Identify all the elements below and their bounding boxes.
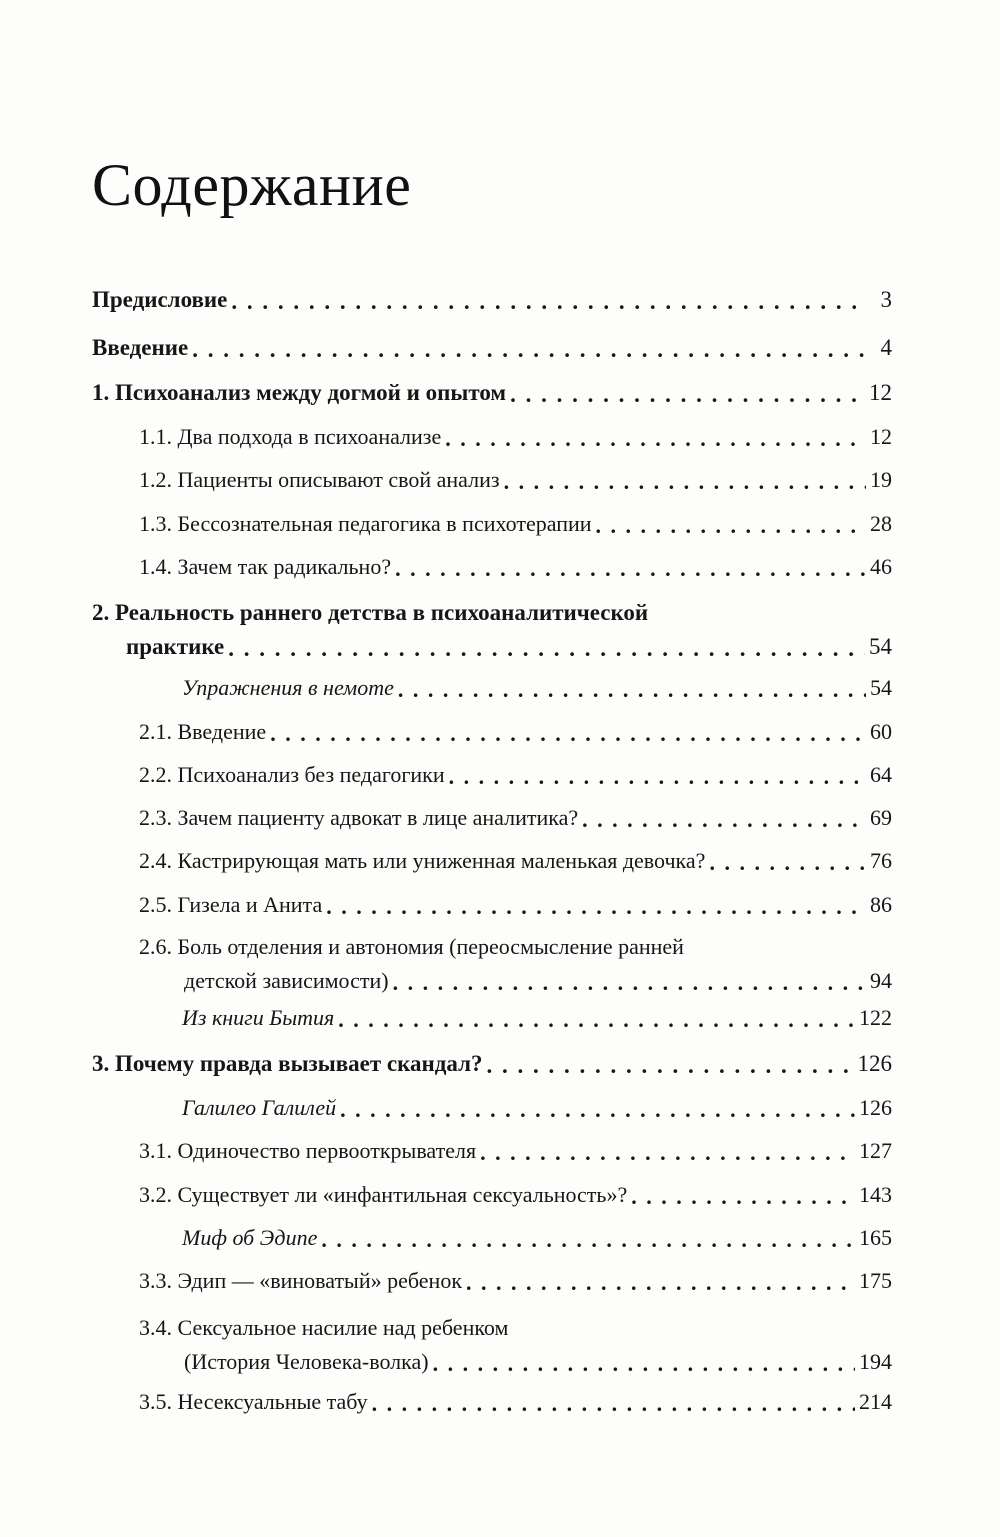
dot-leader: [466, 1272, 855, 1294]
dot-leader: [340, 1099, 855, 1121]
page-number: 4: [880, 335, 892, 360]
toc-entry[interactable]: [182, 1001, 892, 1035]
toc-entry-title: Введение: [92, 335, 189, 360]
toc-entry[interactable]: [139, 507, 892, 541]
page-number: 64: [870, 762, 892, 787]
page-number: 122: [859, 1005, 892, 1030]
toc-entry-title: Упражнения в немоте: [182, 675, 394, 700]
page-number: 214: [859, 1389, 892, 1414]
toc-entry-title: Миф об Эдипе: [182, 1225, 318, 1250]
toc-entry[interactable]: [92, 283, 892, 317]
dot-leader: [192, 338, 866, 361]
dot-leader: [393, 972, 866, 994]
toc-entry[interactable]: [139, 1311, 892, 1379]
dot-leader: [270, 723, 866, 745]
toc-entry-title: 1. Психоанализ между догмой и опытом: [92, 380, 507, 405]
page-number: 54: [870, 675, 892, 700]
toc-entry-title: 3.3. Эдип — «виноватый» ребенок: [139, 1268, 463, 1293]
page-number: 69: [870, 805, 892, 830]
toc-entry-title: 2.5. Гизела и Анита: [139, 892, 323, 917]
page-number: 46: [870, 554, 892, 579]
toc-entry-title: 3.4. Сексуальное насилие над ребенком: [139, 1315, 509, 1340]
toc-entry-title: 1.4. Зачем так радикально?: [139, 554, 392, 579]
toc-entry-title: 1.1. Два подхода в психоанализе: [139, 424, 442, 449]
toc-entry[interactable]: [139, 758, 892, 792]
dot-leader: [596, 515, 866, 537]
toc-entry-title: Из книги Бытия: [182, 1005, 335, 1030]
toc-entry[interactable]: [139, 1134, 892, 1168]
toc-entry[interactable]: [139, 888, 892, 922]
toc-entry[interactable]: [139, 550, 892, 584]
page-number: 54: [869, 634, 892, 659]
dot-leader: [338, 1009, 855, 1031]
page-number: 127: [859, 1138, 892, 1163]
toc-entry[interactable]: [139, 420, 892, 454]
page-number: 12: [869, 380, 892, 405]
dot-leader: [372, 1393, 855, 1415]
dot-leader: [709, 852, 866, 874]
page-number: 165: [859, 1225, 892, 1250]
toc-entry-title-continued: практике: [126, 634, 225, 659]
toc-entry-title: 1.2. Пациенты описывают свой анализ: [139, 467, 500, 492]
toc-entry[interactable]: [92, 376, 892, 410]
page-title: Содержание: [92, 152, 412, 218]
dot-leader: [631, 1186, 855, 1208]
dot-leader: [504, 471, 866, 493]
toc-entry[interactable]: [182, 1091, 892, 1125]
dot-leader: [582, 809, 866, 831]
toc-entry-title: 3. Почему правда вызывает скандал?: [92, 1051, 483, 1076]
toc-entry[interactable]: [92, 331, 892, 365]
dot-leader: [398, 679, 866, 701]
toc-entry-title: 1.3. Бессознательная педагогика в психотерапии: [139, 511, 592, 536]
dot-leader: [395, 558, 866, 580]
dot-leader: [231, 290, 866, 313]
page-number: 86: [870, 892, 892, 917]
page-number: 76: [870, 848, 892, 873]
toc-entry-title: 2.2. Психоанализ без педагогики: [139, 762, 445, 787]
page-number: 3: [880, 287, 892, 312]
toc-entry[interactable]: [139, 844, 892, 878]
toc-entry-title: 3.2. Существует ли «инфантильная сексуальность»?: [139, 1182, 628, 1207]
toc-entry-title: 2.1. Введение: [139, 719, 267, 744]
toc-entry-title-continued: (История Человека-волка): [184, 1349, 429, 1374]
dot-leader: [433, 1353, 855, 1375]
toc-entry[interactable]: [139, 1385, 892, 1419]
toc-entry[interactable]: [139, 801, 892, 835]
dot-leader: [445, 428, 866, 450]
page-number: 60: [870, 719, 892, 744]
dot-leader: [321, 1229, 855, 1251]
toc-entry[interactable]: [139, 1178, 892, 1212]
toc-entry-title: 2.4. Кастрирующая мать или униженная маленькая девочка?: [139, 848, 706, 873]
page-number: 19: [870, 467, 892, 492]
toc-entry-title: 3.1. Одиночество первооткрывателя: [139, 1138, 477, 1163]
toc-entry[interactable]: [139, 463, 892, 497]
dot-leader: [449, 766, 866, 788]
dot-leader: [510, 383, 865, 406]
page-number: 126: [859, 1095, 892, 1120]
dot-leader: [326, 896, 866, 918]
toc-entry[interactable]: [92, 1047, 892, 1081]
toc-entry-title: Предисловие: [92, 287, 228, 312]
page-number: 175: [859, 1268, 892, 1293]
toc-entry-title: 2.6. Боль отделения и автономия (переосмысление ранней: [139, 934, 684, 959]
page-number: 94: [870, 968, 892, 993]
page-number: 126: [857, 1051, 892, 1076]
toc-entry-title: Галилео Галилей: [182, 1095, 337, 1120]
page-number: 194: [859, 1349, 892, 1374]
toc-entry[interactable]: [139, 930, 892, 998]
toc-entry-title: 2.3. Зачем пациенту адвокат в лице аналитика?: [139, 805, 579, 830]
dot-leader: [487, 1054, 854, 1077]
toc-entry-title-continued: детской зависимости): [184, 968, 389, 993]
toc-entry-title: 2. Реальность раннего детства в психоаналитической: [92, 600, 649, 625]
toc-entry[interactable]: [182, 671, 892, 705]
page-number: 28: [870, 511, 892, 536]
page-number: 12: [870, 424, 892, 449]
page-number: 143: [859, 1182, 892, 1207]
dot-leader: [228, 637, 865, 660]
dot-leader: [480, 1142, 855, 1164]
toc-entry[interactable]: [182, 1221, 892, 1255]
toc-entry[interactable]: [139, 1264, 892, 1298]
toc-entry[interactable]: [92, 596, 892, 664]
toc-entry-title: 3.5. Несексуальные табу: [139, 1389, 368, 1414]
toc-entry[interactable]: [139, 715, 892, 749]
